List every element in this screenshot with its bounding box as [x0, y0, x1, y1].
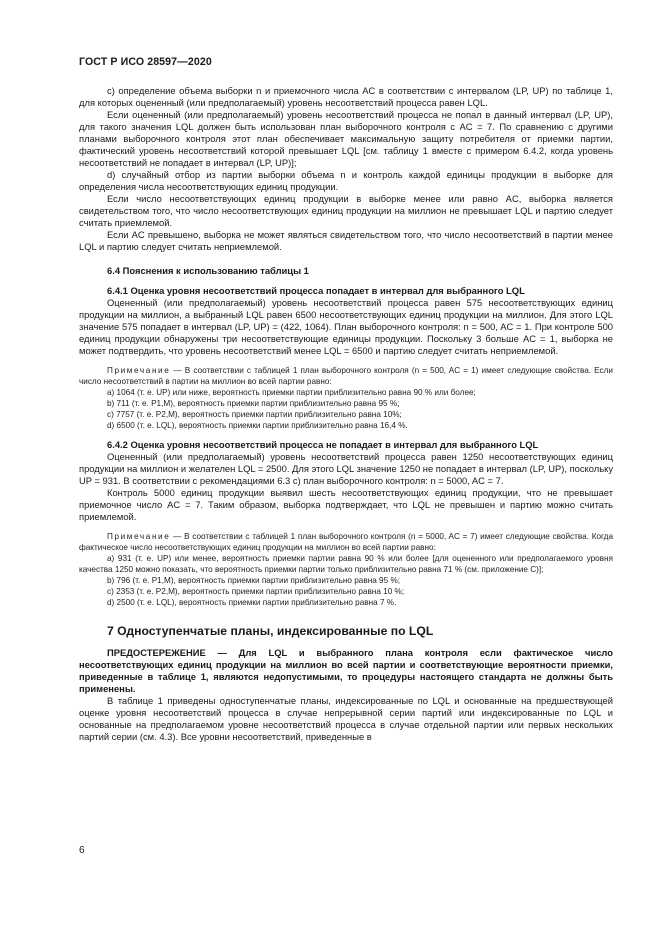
- note-label: Примечание: [107, 532, 171, 541]
- note-item: b) 711 (т. е. P1,M), вероятность приемки партии приблизительно равна 95 %;: [107, 399, 400, 408]
- page-content: [79, 85, 613, 743]
- note-item: d) 6500 (т. е. LQL), вероятность приемки партии приблизительно равна 16,4 %.: [107, 421, 408, 430]
- section-heading-7: 7 Одноступенчатые планы, индексированные по LQL: [107, 624, 434, 638]
- paragraph: Если оцененный (или предполагаемый) уровень несоответствий процесса не попал в данный интервал (LP, UP), для такого значения LQL должен быть использован план выборочного контроля с AC = 7. По сравнению с другими планами выборочного контроля этот план обеспечивает максимальную защиту потребителя от приемки партии, фактический уровень несоответствий которой превышает LQL [см. таблицу 1 вместе с примером 6.4.2, когда уровень несоответствий не попадает в интервал (LP, UP)];: [79, 109, 613, 168]
- note-text: — В соответствии с таблицей 1 план выборочного контроля (n = 500, AC = 1) имеет следующие свойства. Если число несоответствий в партии на миллион во всей партии равно:: [79, 366, 613, 386]
- paragraph: d) случайный отбор из партии выборки объема n и контроль каждой единицы продукции в выборке для определения числа несоответствующих единиц продукции.: [79, 169, 613, 192]
- note: [79, 531, 613, 553]
- paragraph: Контроль 5000 единиц продукции выявил шесть несоответствующих единиц продукции, что не превышает приемочное число AC = 7. Таким образом, выборка подтверждает, что LQL не превышен и партию можно считать приемлемой.: [79, 487, 613, 522]
- note-item: b) 796 (т. е. P1,M), вероятность приемки партии приблизительно равна 95 %;: [107, 576, 400, 585]
- paragraph: c) определение объема выборки n и приемочного числа AC в соответствии с интервалом (LP, UP) по таблице 1, для которых оцененный (или предполагаемый) уровень несоответствий процесса равен LQL.: [79, 85, 613, 108]
- note-item: d) 2500 (т. е. LQL), вероятность приемки партии приблизительно равна 7 %.: [107, 598, 397, 607]
- subsection-heading-6-4-1: 6.4.1 Оценка уровня несоответствий процесса попадает в интервал для выбранного LQL: [107, 285, 525, 296]
- paragraph: Если число несоответствующих единиц продукции в выборке менее или равно AC, выборка является свидетельством того, что число несоответствующих единиц продукции на миллион не превышает LQL и партию следует считать приемлемой.: [79, 193, 613, 228]
- note-item: a) 1064 (т. е. UP) или ниже, вероятность приемки партии приблизительно равна 90 % или более;: [107, 388, 476, 397]
- note-item: c) 7757 (т. е. P2,M), вероятность приемки партии приблизительно равна 10%;: [107, 410, 402, 419]
- note-item: c) 2353 (т. е. P2,M), вероятность приемки партии приблизительно равна 10 %;: [107, 587, 405, 596]
- note-item: a) 931 (т. е. UP) или менее, вероятность приемки партии равна 90 % или более [для оцененного или предполагаемого уровня качества 1250 можно показать, что вероятность приемки партии только приблизительно равна 71 % (см. приложение C)];: [79, 554, 613, 574]
- section-heading-6-4: 6.4 Пояснения к использованию таблицы 1: [107, 265, 309, 276]
- page-header: ГОСТ Р ИСО 28597—2020: [79, 56, 212, 68]
- note-text: — В соответствии с таблицей 1 план выборочного контроля (n = 5000, AC = 7) имеет следующие свойства. Когда фактическое число несоответствующих единиц продукции на миллион во всей партии равно:: [79, 532, 613, 552]
- note-label: Примечание: [107, 366, 171, 375]
- paragraph: Оцененный (или предполагаемый) уровень несоответствий процесса равен 575 несоответствующих единиц продукции на миллион, а выбранный LQL равен 6500 несоответствующих единиц продукции на миллион. Для этого LQL значение 575 попадает в интервал (LP, UP) = (422, 1064). План выборочного контроля: n = 500, AC = 1. При контроле 500 единиц продукции обнаружены три несоответствующие единицы продукции. Поскольку 3 больше AC = 1, выборка не может подтвердить, что уровень несоответствий менее LQL = 6500 и партию следует считать неприемлемой.: [79, 297, 613, 356]
- warning-paragraph: ПРЕДОСТЕРЕЖЕНИЕ — Для LQL и выбранного плана контроля если фактическое число несоответствующих единиц продукции на миллион во всей партии и соответствующие вероятности приемки, приведенные в таблице 1, являются недопустимыми, то процедуры настоящего стандарта не должны быть применены.: [79, 647, 613, 694]
- paragraph: В таблице 1 приведены одноступенчатые планы, индексированные по LQL и основанные на предшествующей оценке уровня несоответствий процесса в случае непрерывной серии партий или индексированные по LQL и основанные на предполагаемом уровне несоответствий процесса в случае отдельной партии или первых нескольких партий серии (см. 4.3). Все уровни несоответствий, приведенные в: [79, 695, 613, 742]
- note: [79, 365, 613, 387]
- paragraph: Если AC превышено, выборка не может являться свидетельством того, что число несоответствий в партии менее LQL и партию следует считать неприемлемой.: [79, 229, 613, 252]
- subsection-heading-6-4-2: 6.4.2 Оценка уровня несоответствий процесса не попадает в интервал для выбранного LQL: [107, 439, 539, 450]
- paragraph: Оцененный (или предполагаемый) уровень несоответствий процесса равен 1250 несоответствующих единиц продукции на миллион и желателен LQL = 2500. Для этого LQL значение 1250 не попадает в интервал (LP, UP), поскольку UP = 931. В соответствии с рекомендациями 6.3 c) план выборочного контроля: n = 5000, AC = 7.: [79, 451, 614, 486]
- page-number: 6: [79, 845, 85, 856]
